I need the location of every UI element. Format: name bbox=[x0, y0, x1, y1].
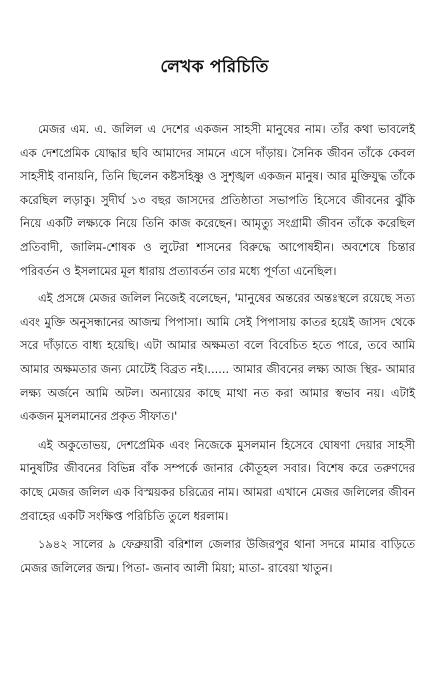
text-line: করে তরুণদের কাছে মেজর জলিল এক বিস্ময়কর চরিত্রের নাম। আমরা এখানে bbox=[20, 461, 415, 499]
text-line: এই প্রসঙ্গে মেজর জলিল নিজেই বলেছেন, 'মানুষের অন্তরের অন্তঃস্থলে bbox=[38, 291, 363, 306]
paragraph-quote bbox=[20, 287, 415, 429]
text-line: বাড়িতে মেজর জলিলের জন্ম। পিতা- জনাব আলী মিয়া; মাতা- রাবেয়া খাতুন। bbox=[20, 537, 415, 575]
text-line: প্রকৃত সীফাত।' bbox=[110, 409, 178, 424]
text-line: সাহসী মানুষটির জীবনের বিভিন্ন বাঁক সম্পর্কে জানার কৌতূহল সবার। বিশেষ bbox=[20, 437, 415, 476]
text-line: জীবন তাঁকে কেবল সাহসীই বানায়নি, তিনি ছিলেন কষ্টসহিষ্ণু ও সুশৃঙ্খল bbox=[20, 145, 415, 184]
text-line: এই অকুতোভয়, দেশপ্রেমিক এবং নিজেকে মুসলমান হিসেবে ঘোষণা দেয়ার bbox=[38, 437, 388, 452]
text-line: করেছেন। আমৃত্যু সংগ্রামী জীবন তাঁকে করেছিল প্রতিবাদী, জালিম-শোষক ও bbox=[20, 216, 415, 254]
text-line: মূল ধারায় প্রত্যাবর্তন তার মধ্যে পূর্ণতা এনেছিল। bbox=[120, 263, 337, 278]
text-line: মেজর জলিলের জীবন প্রবাহের একটি সংক্ষিপ্ত পরিচিতি তুলে ধরলাম। bbox=[20, 484, 415, 523]
text-line: মেজর এম. এ. জলিল এ দেশের একজন সাহসী মানুষের নাম। তাঁর কথা bbox=[38, 122, 378, 136]
text-line: একজন মানুষ। আর মুক্তিযুদ্ধ তাঁকে করেছিল লড়াকু। সুদীর্ঘ ১৩ বছর জাসদের bbox=[20, 169, 415, 207]
body-text bbox=[20, 118, 415, 580]
text-line: লুটেরা শাসনের বিরুদ্ধে আপোষহীন। অবশেষে চিন্তার পরিবর্তন ও ইসলামের bbox=[20, 239, 415, 278]
paragraph-introduction bbox=[20, 118, 415, 283]
text-line: ভাবলেই এক দেশপ্রেমিক যোদ্ধার ছবি আমাদের সামনে এসে দাঁড়ায়। সৈনিক bbox=[20, 122, 415, 160]
page-title: লেখক পরিচিতি bbox=[160, 57, 269, 77]
paragraph-curiosity bbox=[20, 434, 415, 528]
text-line: ১৯৪২ সালের ৯ ফেব্রুয়ারী বরিশাল জেলার উজিরপুর থানা সদরে মামার bbox=[38, 537, 381, 552]
text-line: বলে বিবেচিত হতে পারে, তবে আমি আমার অক্ষমতার জন্য মোটেই বিব্রত bbox=[20, 338, 415, 376]
text-line: কাতর হয়েই জাসদ থেকে সরে দাঁড়াতে বাধ্য হয়েছি। এটা আমার অক্ষমতা bbox=[20, 314, 415, 353]
paragraph-birth bbox=[20, 533, 415, 580]
text-line: প্রতিষ্ঠাতা সভাপতি হিসেবে জীবনের ঝুঁকি নিয়ে একটি লক্ষ্যকে নিয়ে তিনি কাজ bbox=[20, 192, 415, 231]
text-line: রয়েছে সত্য এবং মুক্তি অনুসন্ধানের আজন্ম পিপাসা। আমি সেই পিপাসায় bbox=[20, 291, 415, 329]
text-line: অন্যায়ের কাছে মাথা নত করা আমার স্বভাব নয়। এটাই একজন মুসলমানের bbox=[20, 385, 416, 424]
text-line: নই।...... আমার জীবনের লক্ষ্য আজ স্থির- আমার লক্ষ্য অর্জনে আমি অটল। bbox=[20, 361, 415, 400]
